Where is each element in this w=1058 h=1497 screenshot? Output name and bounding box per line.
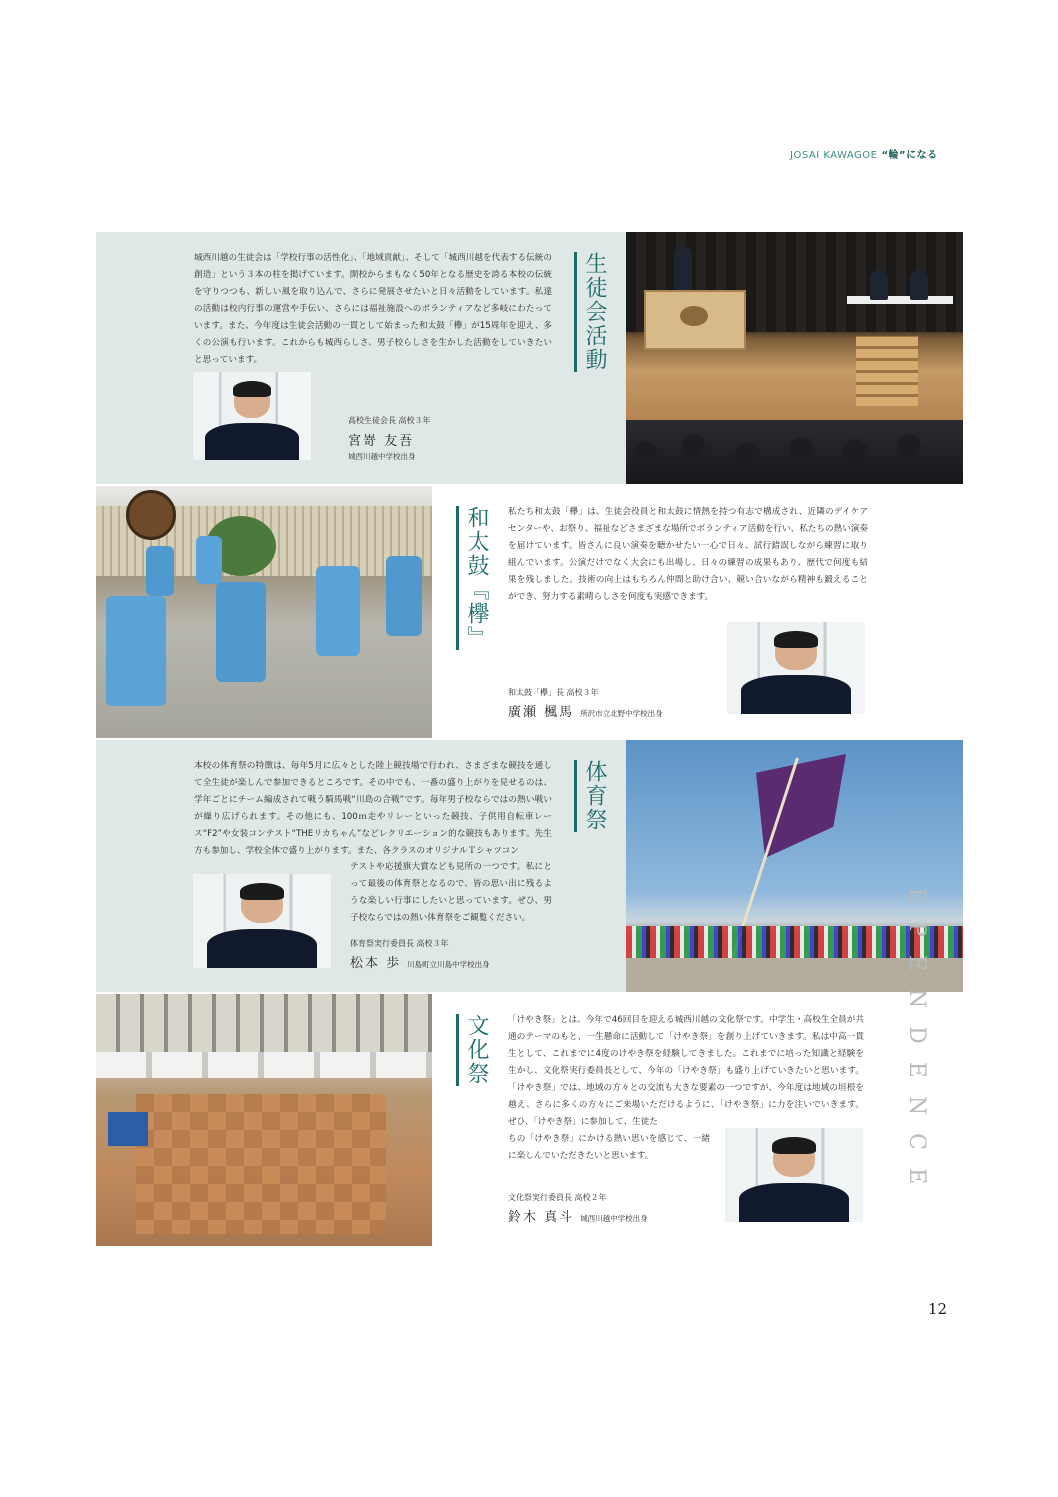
taiko-name-line [508,701,663,720]
taiko-photo [96,486,432,738]
sports-role: 体育祭実行委員長 高校３年 [350,939,449,948]
page-number: 12 [928,1300,948,1318]
student-council-role: 高校生徒会長 高校３年 [348,416,431,425]
student-council-photo [626,232,963,484]
festival-title: 文化祭 [456,1014,487,1086]
festival-role: 文化祭実行委員長 高校２年 [508,1193,607,1202]
sports-portrait [193,874,331,968]
festival-portrait [725,1128,863,1222]
festival-name-line [508,1206,648,1225]
taiko-name: 廣瀬 楓馬 [508,705,575,720]
sports-title: 体育祭 [574,760,605,832]
sports-body-a: 本校の体育祭の特徴は、毎年5月に広々とした陸上競技場で行われ、さまざまな競技を通して全生徒が楽しんで参加できるところです。その中でも、一番の盛り上がりを見せるのは、学年ごとにチーム編成されて戦う騎馬戦“川島の合戦”です。毎年男子校ならではの熱い戦いが繰り広げられます。その他にも、100ｍ走やリレーといった競技、子供用自転車レース“F2”や女装コンテスト“THEリカちゃん”などレクリエーション的な競技もあります。先生方も参加し、学校全体で盛り上がります。また、各クラスのオリジナルＴシャツコン [194,761,552,856]
sports-name-line [350,952,490,971]
running-header [790,146,938,161]
student-council-school: 城西川越中学校出身 [348,452,416,461]
taiko-body: 私たち和太鼓「欅」は、生徒会役員と和太鼓に情熱を持つ有志で構成され、近隣のデイケアセンターや、お祭り、福祉などさまざまな場所でボランティア活動を行い、私たちの熱い演奏を届けています。皆さんに良い演奏を聴かせたい一心で日々、試行錯誤しながら練習に取り組んでいます。公演だけでなく大会にも出場し、日々の練習の成果もあり、歴代で何度も結果を残しました。技術の向上はもちろん仲間と助け合い、競い合いながら精神も鍛えることができ、努力する素晴らしさを何度も実感できます。 [508,507,868,602]
student-council-name: 宮嵜 友吾 [348,434,415,449]
header-brand: JOSAI KAWAGOE [790,150,878,161]
student-council-portrait [193,372,311,460]
festival-body-b: ちの「けやき祭」にかける熱い思いを感じて、一緒に楽しんでいただきたいと思います。 [508,1134,710,1161]
festival-name: 鈴木 真斗 [508,1210,575,1225]
sports-school: 川島町立川島中学校出身 [407,960,490,969]
taiko-school: 所沢市立北野中学校出身 [580,709,663,718]
taiko-portrait [727,622,865,714]
festival-body-a: 「けやき祭」とは、今年で46回目を迎える城西川越の文化祭です。中学生・高校生全員が共通のテーマのもと、一生懸命に活動して「けやき祭」を創り上げていきます。私は中高一貫生として、これまでに4度のけやき祭を経験してきました。これまでに培った知識と経験を生かし、文化祭実行委員長として、今年の「けやき祭」も盛り上げていきたいと思います。「けやき祭」では、地域の方々との交流も大きな要素の一つですが、今年度は地域の垣根を越え、さらに多くの方々にご来場いただけるように、「けやき祭」に力を注いでいきます。ぜひ、「けやき祭」に参加して、生徒た [508,1015,864,1127]
header-tagline: “輪”になる [881,150,938,161]
sports-name: 松本 歩 [350,956,402,971]
festival-school: 城西川越中学校出身 [580,1214,648,1223]
student-council-title: 生徒会活動 [574,252,605,372]
student-council-body: 城西川越の生徒会は「学校行事の活性化」、「地域貢献」、そして「城西川越を代表する伝統の創造」という３本の柱を掲げています。開校からまもなく50年となる歴史を誇る本校の伝統を守りつつも、新しい風を取り込んで、さらに発展させたいと日々活動をしています。私達の活動は校内行事の運営や手伝い、さらには福祉施設へのボランティアなど多岐にわたっています。また、今年度は生徒会活動の一貫として始まった和太鼓「欅」が15周年を迎え、多くの公演も行います。これからも城西らしさ、男子校らしさを生かした活動をしていきたいと思っています。 [194,253,552,365]
sports-body-b: テストや応援旗大賞なども見所の一つです。私にとって最後の体育祭となるので、皆の思い出に残るような楽しい行事にしたいと思っています。ぜひ、男子校ならではの熱い体育祭をご観覧ください。 [350,862,552,923]
taiko-role: 和太鼓「欅」長 高校３年 [508,688,599,697]
decorative-vertical-word: EPENDENCE [904,888,929,1203]
taiko-title: 和太鼓『欅』 [456,506,487,650]
festival-photo [96,994,432,1246]
